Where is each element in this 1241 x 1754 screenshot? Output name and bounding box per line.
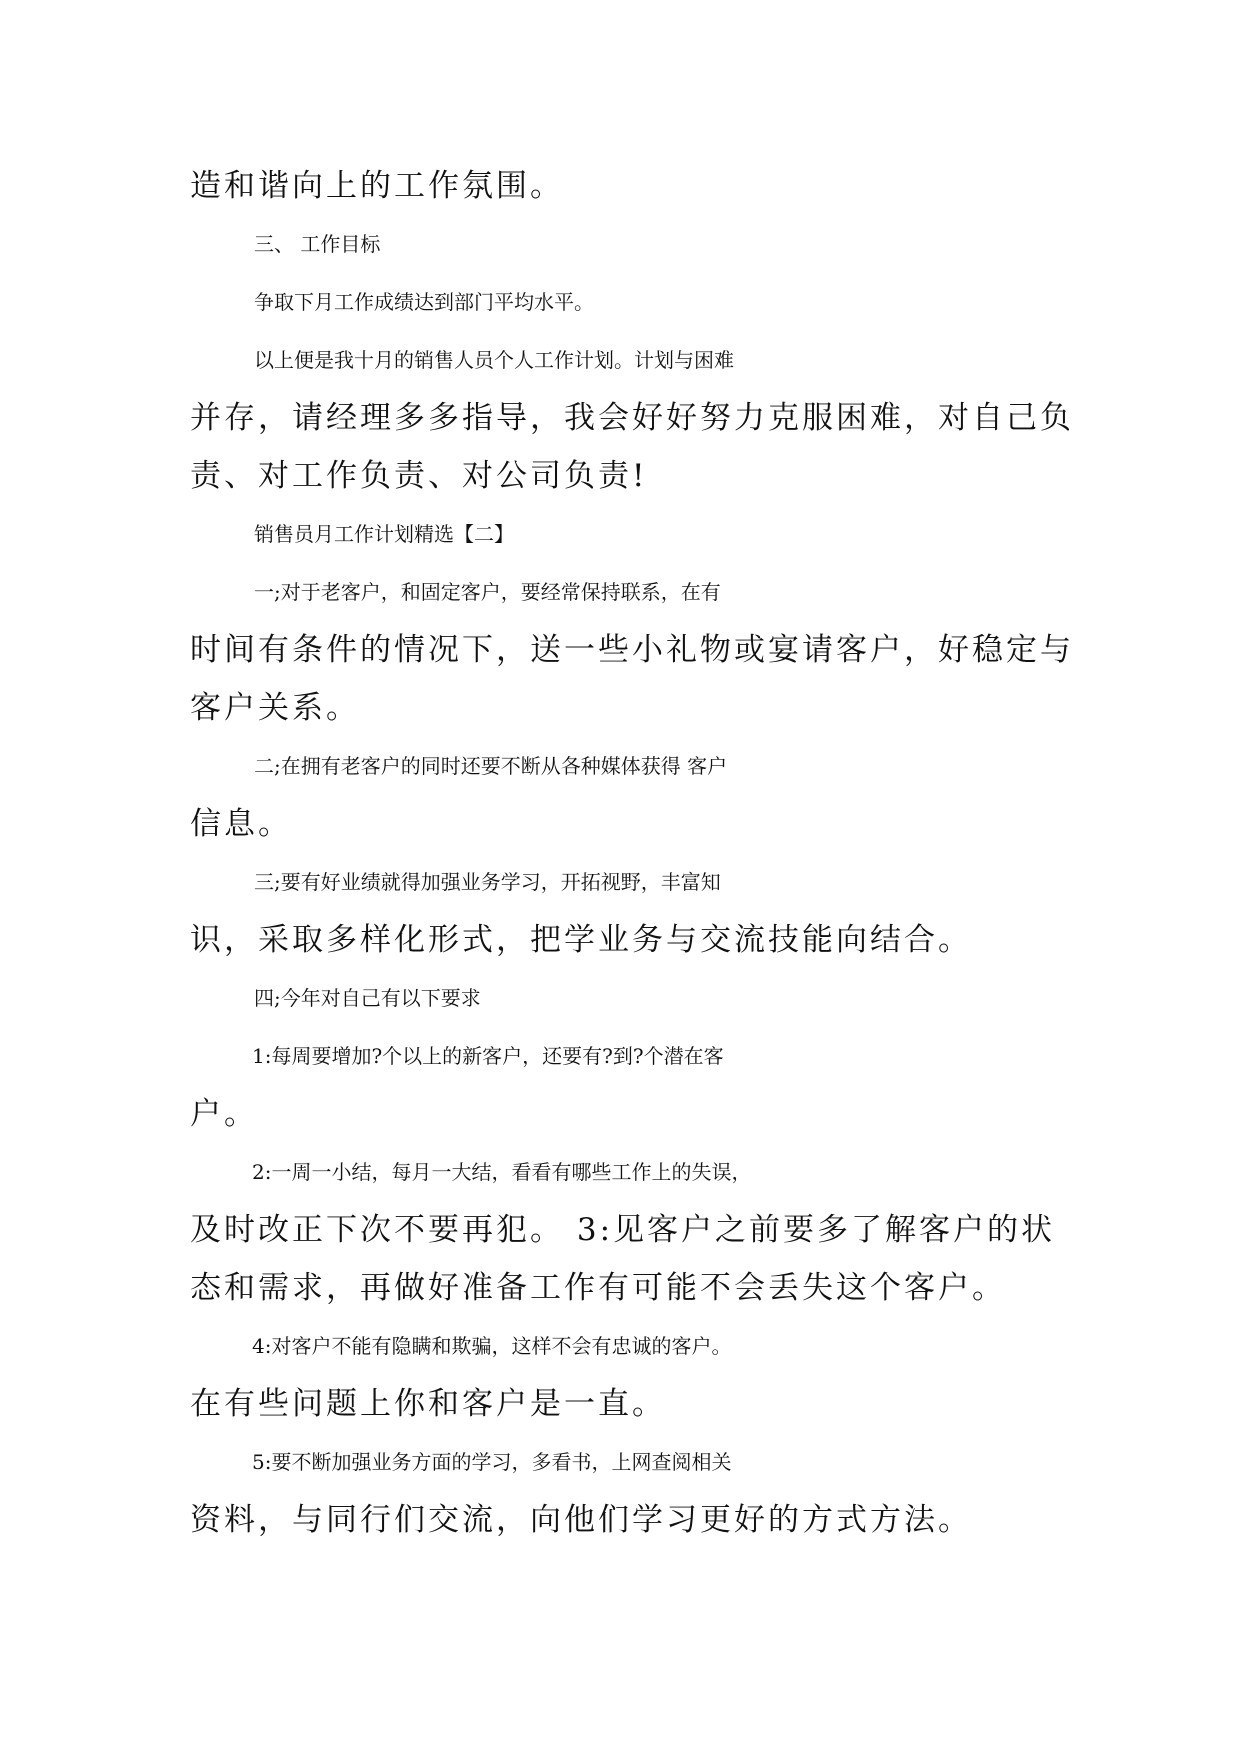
- text-line: 并存，请经理多多指导，我会好好努力克服困难，对自己负: [190, 400, 1074, 436]
- text-line: 户。: [190, 1096, 258, 1132]
- text-line: 造和谐向上的工作氛围。: [190, 168, 564, 204]
- list-item: 1:每周要增加?个以上的新客户，还要有?到?个潜在客: [252, 1044, 724, 1068]
- text-line: 在有些问题上你和客户是一直。: [190, 1386, 666, 1422]
- list-item: 4:对客户不能有隐瞒和欺骗，这样不会有忠诚的客户。: [252, 1334, 732, 1358]
- text-line: 以上便是我十月的销售人员个人工作计划。计划与困难: [254, 348, 734, 372]
- list-item: 5:要不断加强业务方面的学习，多看书，上网查阅相关: [252, 1450, 732, 1474]
- text-line: 争取下月工作成绩达到部门平均水平。: [254, 290, 594, 314]
- section-heading: 三、 工作目标: [254, 232, 381, 256]
- text-line: 四;今年对自己有以下要求: [254, 986, 481, 1010]
- text-line: 责、对工作负责、对公司负责!: [190, 458, 648, 494]
- text-line: 及时改正下次不要再犯。 3:见客户之前要多了解客户的状: [190, 1212, 1056, 1248]
- text-line: 信息。: [190, 806, 292, 842]
- text-line: 态和需求，再做好准备工作有可能不会丢失这个客户。: [190, 1270, 1006, 1306]
- text-line: 客户关系。: [190, 690, 360, 726]
- text-line: 一;对于老客户，和固定客户，要经常保持联系，在有: [254, 580, 721, 604]
- text-line: 识，采取多样化形式，把学业务与交流技能向结合。: [190, 922, 972, 958]
- list-item: 2:一周一小结，每月一大结，看看有哪些工作上的失误，: [252, 1160, 752, 1184]
- section-heading: 销售员月工作计划精选【二】: [254, 522, 514, 546]
- text-line: 三;要有好业绩就得加强业务学习，开拓视野，丰富知: [254, 870, 721, 894]
- text-line: 资料，与同行们交流，向他们学习更好的方式方法。: [190, 1502, 972, 1538]
- text-line: 时间有条件的情况下，送一些小礼物或宴请客户，好稳定与: [190, 632, 1074, 668]
- text-line: 二;在拥有老客户的同时还要不断从各种媒体获得 客户: [254, 754, 728, 778]
